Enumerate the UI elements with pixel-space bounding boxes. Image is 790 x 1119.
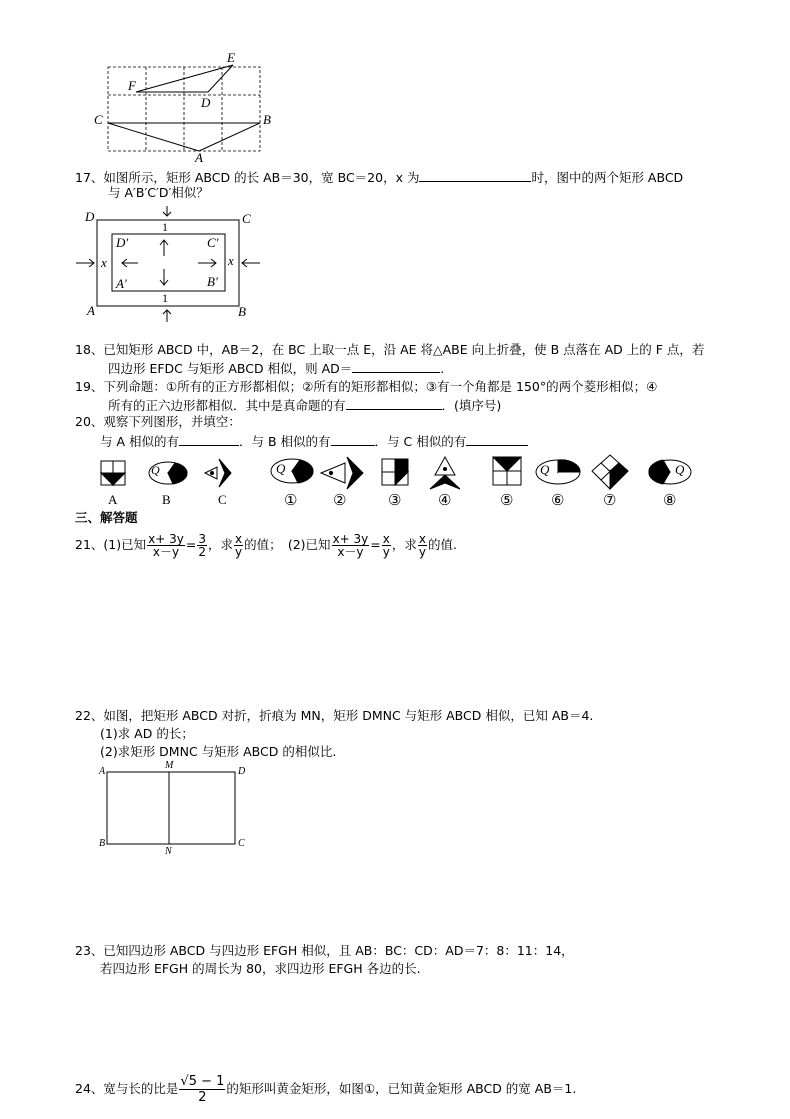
- q20-line1: 20、观察下列图形，并填空：: [75, 414, 241, 429]
- label-D: D: [85, 209, 95, 224]
- numerator: x: [418, 532, 426, 546]
- label-F: F: [128, 78, 136, 93]
- denominator: x－y: [337, 545, 364, 559]
- q18-line1: 18、已知矩形 ABCD 中，AB＝2，在 BC 上取一点 E，沿 AE 将△ABE 向上折叠，使 B 点落在 AD 上的 F 点，若: [75, 342, 705, 357]
- q18-answer-blank[interactable]: [352, 359, 440, 373]
- figure-22: [95, 760, 255, 860]
- q18-text-end: .: [440, 361, 445, 376]
- label-A: A: [99, 766, 106, 777]
- q21-text-2: ，求: [207, 537, 233, 552]
- q19-text-end: ．(填序号): [441, 398, 502, 413]
- label-D-prime: D′: [116, 235, 129, 250]
- figure-C: [205, 459, 231, 487]
- q-label-B: Q: [151, 463, 160, 477]
- q21-fraction-6: [418, 533, 427, 558]
- q17-text: 17、如图所示，矩形 ABCD 的长 AB＝30，宽 BC＝20，x 为: [75, 170, 420, 185]
- q17-line1: [75, 168, 683, 186]
- q18-text: 四边形 EFDC 与矩形 ABCD 相似，则 AD＝: [108, 361, 353, 376]
- figure-17: [72, 206, 272, 321]
- numerator: x+ 3y: [148, 532, 184, 546]
- label-D: D: [238, 766, 246, 777]
- q20-line2: [100, 432, 528, 450]
- figure-7: [592, 455, 628, 489]
- figure-8: [649, 460, 691, 484]
- q20-blank-a[interactable]: [179, 432, 239, 446]
- numerator: x: [234, 532, 243, 546]
- q-label-8: Q: [675, 462, 685, 477]
- section-3-heading: 三、解答题: [75, 510, 138, 525]
- caption-2: ②: [333, 493, 347, 509]
- q-label-1: Q: [276, 461, 286, 476]
- label-C: C: [238, 838, 245, 849]
- figure-4: [430, 457, 460, 489]
- q21-fraction-5: [382, 533, 391, 558]
- figure-16-drawing: [90, 52, 280, 167]
- q20-text-b: ．与 B 相似的有: [239, 434, 331, 449]
- label-B: B: [263, 112, 271, 127]
- label-B: B: [238, 304, 246, 319]
- caption-3: ③: [388, 493, 402, 509]
- equals: =: [185, 537, 197, 552]
- q20-blank-c[interactable]: [466, 432, 528, 446]
- q20-figures: [95, 455, 705, 510]
- denominator: y: [382, 545, 390, 559]
- label-E: E: [227, 50, 235, 65]
- q19-line2: [108, 396, 501, 414]
- q17-text-end: 时，图中的两个矩形 ABCD: [531, 170, 684, 185]
- label-x-right: x: [228, 253, 234, 268]
- label-A-prime: A′: [116, 276, 127, 291]
- label-1-top: 1: [162, 220, 168, 234]
- denominator: y: [234, 545, 243, 559]
- q24-text-1: 24、宽与长的比是: [75, 1081, 179, 1096]
- figure-22-drawing: [95, 760, 255, 860]
- label-A: A: [195, 150, 203, 165]
- caption-B: B: [162, 492, 171, 507]
- q-label-6: Q: [540, 462, 550, 477]
- label-D: D: [201, 95, 211, 110]
- q24-fraction: [179, 1074, 225, 1105]
- caption-7: ⑦: [603, 493, 617, 509]
- q24-text-2: 的矩形叫黄金矩形，如图①，已知黄金矩形 ABCD 的宽 AB＝1.: [226, 1081, 577, 1096]
- q23-line1: 23、已知四边形 ABCD 与四边形 EFGH 相似，且 AB：BC：CD：AD＝7：8：11：14，: [75, 943, 574, 958]
- label-1-bottom: 1: [162, 291, 168, 305]
- caption-8: ⑧: [663, 493, 677, 509]
- caption-1: ①: [284, 493, 298, 509]
- label-M: M: [165, 760, 174, 771]
- caption-C: C: [218, 492, 227, 507]
- label-A: A: [87, 303, 95, 318]
- q17-answer-blank[interactable]: [419, 168, 531, 182]
- figure-16: [90, 52, 280, 167]
- denominator: 2: [198, 545, 206, 559]
- q22-line3: (2)求矩形 DMNC 与矩形 ABCD 的相似比.: [100, 744, 337, 759]
- label-C-prime: C′: [207, 235, 219, 250]
- q19-text: 所有的正六边形都相似．其中是真命题的有: [108, 398, 346, 413]
- q19-answer-blank[interactable]: [346, 396, 442, 410]
- denominator: 2: [198, 1090, 207, 1105]
- label-C: C: [94, 112, 103, 127]
- label-x-left: x: [101, 255, 107, 270]
- q21-text-4: ，求: [391, 537, 417, 552]
- figure-2: [321, 457, 363, 489]
- denominator: x－y: [152, 545, 180, 559]
- caption-5: ⑤: [500, 493, 514, 509]
- q22-line1: 22、如图，把矩形 ABCD 对折，折痕为 MN，矩形 DMNC 与矩形 ABCD 相似，已知 AB＝4.: [75, 708, 594, 723]
- q20-text-c: ．与 C 相似的有: [374, 434, 467, 449]
- numerator: x: [382, 532, 390, 546]
- q23-line2: 若四边形 EFGH 的周长为 80，求四边形 EFGH 各边的长.: [100, 961, 421, 976]
- q21-line: [75, 530, 457, 560]
- q21-fraction-1: [147, 533, 185, 558]
- numerator: √5 − 1: [180, 1074, 225, 1089]
- figure-5: [493, 457, 521, 485]
- caption-4: ④: [438, 493, 452, 509]
- label-B-prime: B′: [207, 274, 218, 289]
- label-C: C: [242, 211, 251, 226]
- q21-text-1: 21、(1)已知: [75, 537, 147, 552]
- figure-3: [382, 459, 408, 485]
- q22-line2: (1)求 AD 的长；: [100, 726, 194, 741]
- caption-A: A: [108, 492, 118, 507]
- caption-6: ⑥: [551, 493, 565, 509]
- q21-fraction-3: [234, 533, 243, 558]
- q21-text-5: 的值.: [428, 537, 457, 552]
- numerator: 3: [198, 532, 206, 546]
- numerator: x+ 3y: [332, 532, 369, 546]
- q19-line1: 19、下列命题：①所有的正方形都相似；②所有的矩形都相似；③有一个角都是 150°的两个菱形相似；④: [75, 379, 658, 394]
- label-N: N: [165, 846, 172, 857]
- q20-figures-drawing: [95, 455, 705, 495]
- q24-line: [75, 1072, 576, 1106]
- q18-line2: [108, 359, 444, 377]
- denominator: y: [418, 545, 426, 559]
- label-B: B: [99, 838, 106, 849]
- q20-text-a: 与 A 相似的有: [100, 434, 179, 449]
- q17-line2: 与 A′B′C′D′相似？: [108, 185, 209, 200]
- q21-fraction-2: [197, 533, 207, 558]
- q20-blank-b[interactable]: [331, 432, 375, 446]
- q21-fraction-4: [332, 533, 370, 558]
- equals: =: [370, 537, 381, 552]
- figure-A: [101, 461, 125, 485]
- q21-text-3: 的值； (2)已知: [244, 537, 331, 552]
